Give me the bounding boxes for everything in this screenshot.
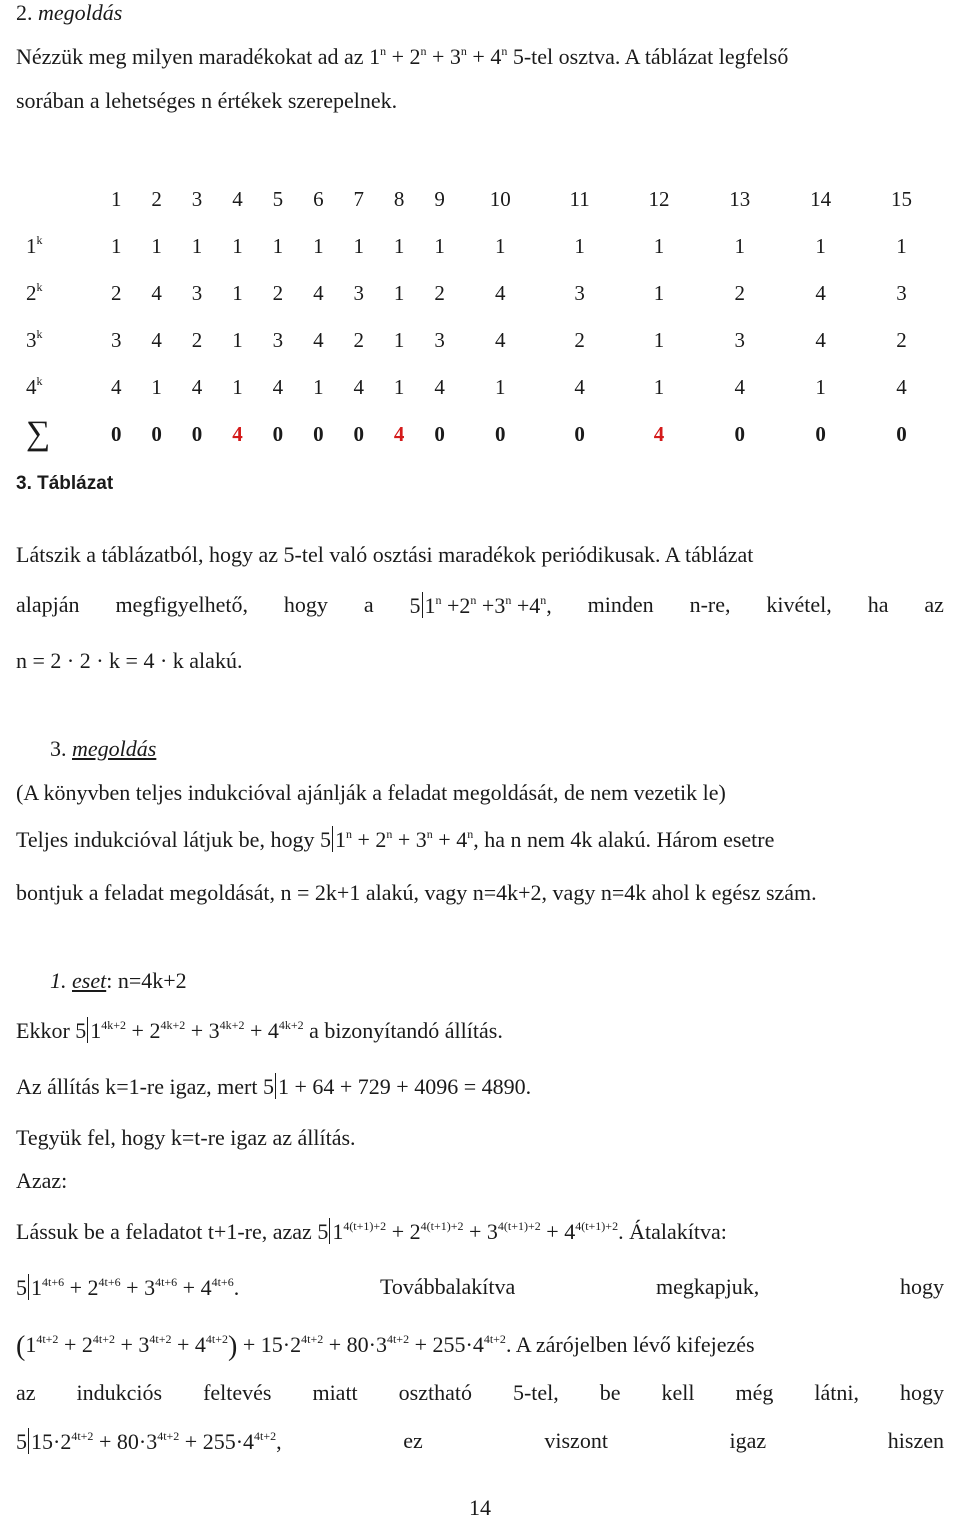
- sum-cell: 4: [393, 421, 405, 446]
- table-caption: 3. Táblázat: [16, 473, 114, 494]
- table-header-cell: 3: [191, 186, 203, 211]
- table-cell: 2: [574, 327, 585, 352]
- sigma-icon: ∑: [26, 415, 51, 453]
- table-cell: 2: [110, 280, 122, 305]
- intro-line-1: [16, 44, 944, 70]
- table-cell: 1: [815, 233, 826, 258]
- ekkor-line: Ekkor 5 $1^{4k+2} + 2^{4k+2} + 3^{4k+2} + 4^{4k+2}$ a bizonyítandó állítás.: [16, 1018, 503, 1043]
- heading-solution-2: [16, 0, 944, 26]
- table-cell: 2: [734, 280, 746, 305]
- table-cell: 4: [151, 327, 162, 352]
- divisibility-expression: 5 1$^n$ + 2$^n$ + 3$^n$ + 4$^n$: [319, 827, 474, 852]
- table-cell: 3: [110, 327, 122, 352]
- table-cell: 1: [494, 233, 506, 258]
- table-cell: 1: [151, 233, 162, 258]
- table-header-cell: 10: [489, 186, 511, 211]
- table-header-cell: 13: [729, 186, 751, 211]
- table-cell: 3: [574, 280, 585, 305]
- sum-cell: 4: [653, 421, 665, 446]
- para2-line-3: n = 2 · 2 · k = 4 · k alakú.: [16, 648, 243, 673]
- sum-cell: 0: [353, 421, 364, 446]
- table-cell: 1: [393, 233, 405, 258]
- table-cell: 1: [353, 233, 364, 258]
- table-cell: 3: [896, 280, 907, 305]
- table-cell: 1: [393, 280, 405, 305]
- intro-text-end: 5-tel osztva. A táblázat legfelső: [512, 44, 789, 69]
- para3-line-2: bontjuk a feladat megoldását, n = 2k+1 alakú, vagy n=4k+2, vagy n=4k ahol k egész szám.: [16, 880, 817, 905]
- note-line: (A könyvben teljes indukcióval ajánlják a feladat megoldását, de nem vezetik le): [16, 780, 726, 805]
- sum-cell: 0: [313, 421, 324, 446]
- divisibility-expression: 5 $1^{4k+2} + 2^{4k+2} + 3^{4k+2} + 4^{4k+2}$: [75, 1018, 304, 1043]
- table-cell: 1: [232, 280, 243, 305]
- sum-cell: 0: [574, 421, 585, 446]
- expanded-expression: $(1^{4t+2} + 2^{4t+2} + 3^{4t+2} + 4^{4t+2}) + 15\cdot 2^{4t+2} + 80\cdot 3^{4t+2} + 255\cdot 4^{4t+2}$: [16, 1331, 506, 1362]
- sum-cell: 0: [896, 421, 907, 446]
- table-cell: 3: [353, 280, 364, 305]
- table-header-cell: 5: [272, 186, 284, 211]
- table-row-2k: [16, 270, 942, 317]
- table-cell: 4: [191, 374, 203, 399]
- table-cell: 1: [653, 233, 665, 258]
- hypothesis-line: Tegyük fel, hogy k=t-re igaz az állítás.: [16, 1125, 356, 1150]
- table-cell: 2: [353, 327, 364, 352]
- table-sum-row: [16, 411, 942, 458]
- transform-line: 5 $1^{4t+6} + 2^{4t+6} + 3^{4t+6} + 4^{4t+6}$. Továbbalakítva megkapjuk, hogy: [16, 1274, 944, 1300]
- table-cell: 1: [393, 374, 405, 399]
- table-cell: 1: [494, 374, 506, 399]
- table-cell: 4: [494, 327, 506, 352]
- table-cell: 4: [110, 374, 122, 399]
- table-cell: 4: [434, 374, 445, 399]
- table-cell: 1: [151, 374, 162, 399]
- intro-text: Nézzük meg milyen maradékokat ad az: [16, 44, 364, 69]
- sum-cell: 4: [232, 421, 243, 446]
- table-header-cell: 12: [648, 186, 670, 211]
- divisibility-expression: 5 $1^{4(t+1)+2} + 2^{4(t+1)+2} + 3^{4(t+1)+2} + 4^{4(t+1)+2}$: [317, 1219, 619, 1244]
- table-cell: 1: [434, 233, 445, 258]
- table-cell: 1: [313, 374, 324, 399]
- table-header-cell: 8: [393, 186, 405, 211]
- table-header-cell: 15: [891, 186, 913, 211]
- step-line: Lássuk be a feladatot t+1-re, azaz 5 $1^{4(t+1)+2} + 2^{4(t+1)+2} + 3^{4(t+1)+2} + 4^{4(t+1)+2}$. Átalakítva:: [16, 1219, 727, 1244]
- table-cell: 3: [734, 327, 746, 352]
- remainder-table: [16, 176, 942, 458]
- divisibility-expression: 5 1 + 64 + 729 + 4096 = 4890.: [262, 1074, 532, 1099]
- sum-cell: 0: [272, 421, 284, 446]
- table-row-4k: [16, 364, 942, 411]
- table-header-cell: 2: [151, 186, 162, 211]
- row-label: 3$^k$: [26, 326, 43, 352]
- sum-cell: 0: [191, 421, 203, 446]
- divisibility-expression: 5 $1^{4t+6} + 2^{4t+6} + 3^{4t+6} + 4^{4t+6}$.: [16, 1275, 240, 1300]
- para3-line-1: Teljes indukcióval látjuk be, hogy 5 1$^n$ + 2$^n$ + 3$^n$ + 4$^n$, ha n nem 4k alakú. Három esetre: [16, 827, 775, 852]
- sum-cell: 0: [494, 421, 506, 446]
- table-cell: 4: [574, 374, 585, 399]
- table-cell: 1: [393, 327, 405, 352]
- table-cell: 1: [313, 233, 324, 258]
- table-cell: 4: [896, 374, 907, 399]
- table-cell: 1: [110, 233, 122, 258]
- sum-cell: 0: [110, 421, 122, 446]
- sum-cell: 0: [815, 421, 826, 446]
- heading-number: 2.: [16, 0, 33, 25]
- table-cell: 1: [272, 233, 284, 258]
- table-cell: 1: [653, 280, 665, 305]
- table-cell: 4: [313, 327, 324, 352]
- intro-line-2: sorában a lehetséges n értékek szerepelnek.: [16, 88, 398, 113]
- row-label: 1$^k$: [26, 232, 43, 258]
- table-cell: 3: [272, 327, 284, 352]
- table-cell: 2: [272, 280, 284, 305]
- table-cell: 1: [653, 374, 665, 399]
- table-header-cell: 4: [232, 186, 243, 211]
- para2-line-1: Látszik a táblázatból, hogy az 5-tel való osztási maradékok periódikusak. A táblázat: [16, 542, 754, 567]
- table-cell: 2: [434, 280, 445, 305]
- heading-title: megoldás: [38, 0, 123, 25]
- table-cell: 1: [232, 233, 243, 258]
- table-header-cell: 7: [353, 186, 364, 211]
- induction-line: az indukciós feltevés miatt osztható 5-tel, be kell még látni, hogy: [16, 1380, 944, 1405]
- table-cell: 1: [653, 327, 665, 352]
- power-sum-expression: 1$^n$ + 2$^n$ + 3$^n$ + 4$^n$: [369, 44, 508, 69]
- table-header-cell: 6: [313, 186, 324, 211]
- table-cell: 1: [574, 233, 585, 258]
- table-cell: 3: [191, 280, 203, 305]
- table-header-row: [16, 176, 942, 223]
- table-row-3k: [16, 317, 942, 364]
- table-header-cell: 1: [110, 186, 122, 211]
- table-cell: 2: [896, 327, 907, 352]
- table-cell: 4: [151, 280, 162, 305]
- table-cell: 1: [896, 233, 907, 258]
- expand-line: $(1^{4t+2} + 2^{4t+2} + 3^{4t+2} + 4^{4t+2}) + 15\cdot 2^{4t+2} + 80\cdot 3^{4t+2} + 255\cdot 4^{4t+2}$. A zárójelben lévő kifejezés: [16, 1331, 755, 1362]
- azaz-line: Azaz:: [16, 1168, 68, 1193]
- table-cell: 1: [232, 374, 243, 399]
- table-cell: 1: [191, 233, 203, 258]
- para2-line-2: alapján megfigyelhető, hogy a 5 $1^n +2^n +3^n +4^n$, minden n-re, kivétel, ha az: [16, 592, 944, 618]
- heading-solution-3: 3. megoldás: [50, 736, 157, 761]
- table-cell: 1: [734, 233, 746, 258]
- table-cell: 4: [353, 374, 364, 399]
- table-cell: 4: [734, 374, 746, 399]
- last-line: 5 $15\cdot 2^{4t+2} + 80\cdot 3^{4t+2} + 255\cdot 4^{4t+2}$, ez viszont igaz hiszen: [16, 1428, 944, 1454]
- sum-cell: 0: [734, 421, 746, 446]
- table-cell: 4: [494, 280, 506, 305]
- table-header-cell: 14: [810, 186, 832, 211]
- row-label: 4$^k$: [26, 373, 43, 399]
- base-case-line: Az állítás k=1-re igaz, mert 5 1 + 64 + 729 + 4096 = 4890.: [16, 1074, 532, 1099]
- table-header-cell: 11: [569, 186, 590, 211]
- sum-cell: 0: [151, 421, 162, 446]
- table-cell: 3: [434, 327, 445, 352]
- table-header-cell: 9: [434, 186, 445, 211]
- sum-cell: 0: [434, 421, 445, 446]
- case-1-heading: 1. eset: n=4k+2: [50, 968, 187, 993]
- table-row-1k: [16, 223, 942, 270]
- table-cell: 4: [272, 374, 284, 399]
- page-number: 14: [469, 1495, 491, 1520]
- table-cell: 1: [815, 374, 826, 399]
- table-cell: 4: [815, 327, 826, 352]
- table-cell: 4: [815, 280, 826, 305]
- row-label: 2$^k$: [26, 279, 43, 305]
- table-cell: 4: [313, 280, 324, 305]
- divisibility-expression: 5 $15\cdot 2^{4t+2} + 80\cdot 3^{4t+2} + 255\cdot 4^{4t+2}$,: [16, 1429, 282, 1454]
- table-cell: 1: [232, 327, 243, 352]
- table-cell: 2: [191, 327, 203, 352]
- divisibility-expression: 5 $1^n +2^n +3^n +4^n$,: [409, 593, 552, 618]
